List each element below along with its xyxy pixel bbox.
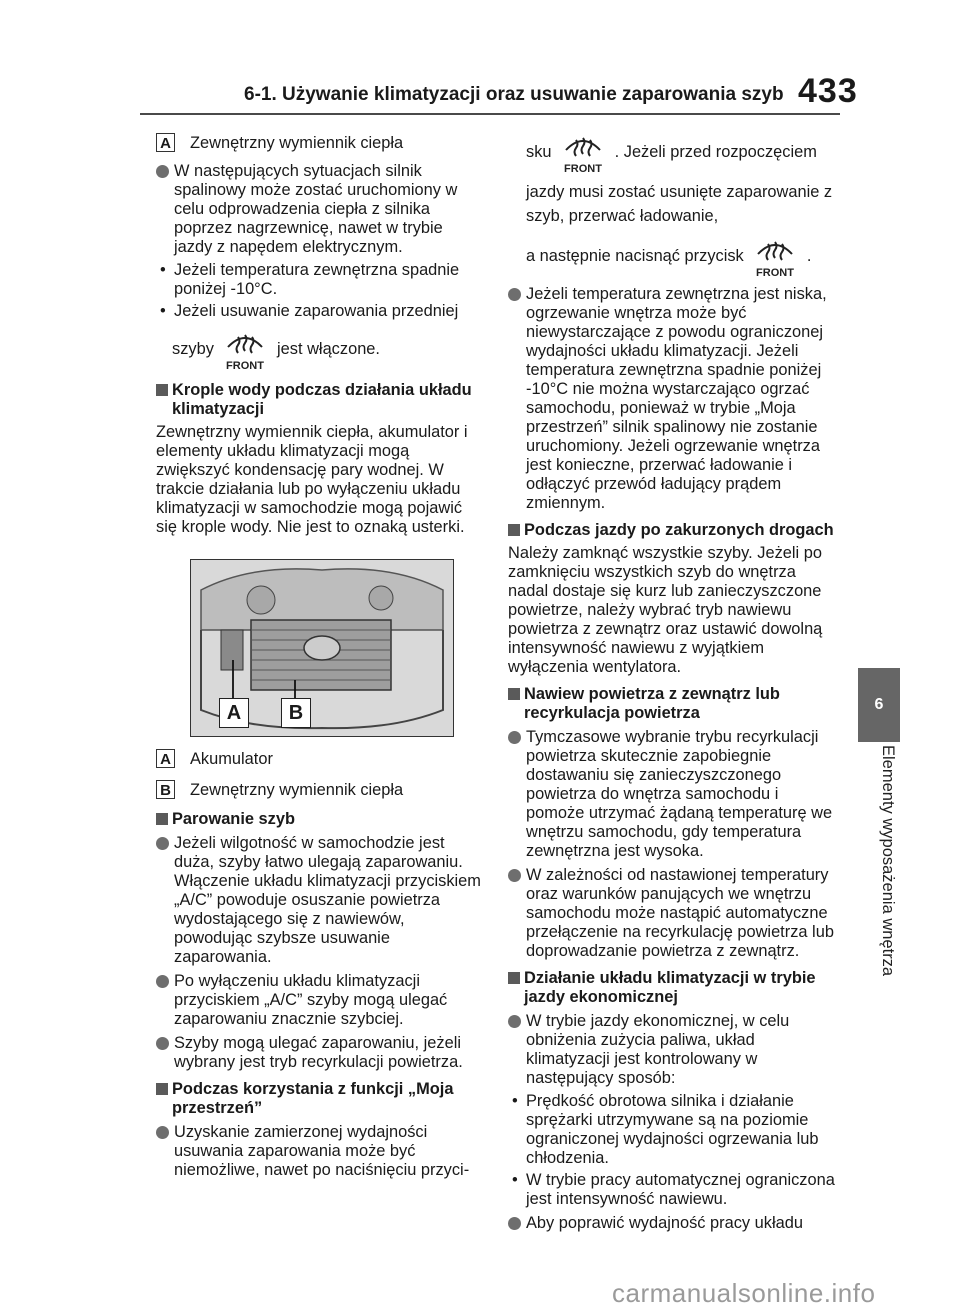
svg-text:FRONT: FRONT	[756, 266, 795, 279]
sub-bullet-icon: •	[160, 261, 166, 279]
bullet-text: Szyby mogą ulegać zaparowaniu, jeżeli wybrany jest tryb recyrkulacji powietrza.	[174, 1034, 463, 1071]
svg-text:FRONT: FRONT	[564, 162, 603, 175]
bullet-text: Po wyłączeniu układu klimatyzacji przyciskiem „A/C” szyby mogą ulegać zaparowaniu znacznie szybciej.	[174, 972, 448, 1028]
line-text: a następnie nacisnąć przycisk	[526, 247, 744, 265]
bullet-space-1	[156, 1123, 482, 1180]
bullet-text: W trybie jazdy ekonomicznej, w celu obniżenia zużycia paliwa, układ klimatyzacji jest kontrolowany w następujący sposób:	[526, 1012, 790, 1087]
label-box: A	[156, 749, 175, 768]
bullet-dot-icon	[156, 837, 169, 850]
defog-line	[172, 325, 482, 373]
section-heading: Podczas korzystania z funkcji „Moja przestrzeń”	[172, 1080, 454, 1117]
bullet-dot-icon	[156, 165, 169, 178]
page-number: 433	[798, 72, 858, 110]
front-defroster-icon	[562, 130, 604, 176]
label-b	[156, 778, 482, 802]
right-column	[508, 128, 838, 1237]
bullet-fog-1	[156, 834, 482, 967]
bullet-fog-2	[156, 972, 482, 1029]
label-text: Zewnętrzny wymiennik ciepła	[190, 781, 404, 799]
section-square-icon	[508, 688, 520, 700]
label-box: A	[156, 133, 175, 152]
line-text: . Jeżeli przed rozpoczęciem	[614, 143, 817, 161]
engine-bay-illustration	[190, 559, 454, 737]
bullet-text: W następujących sytuacjach silnik spalinowy może zostać uruchomiony w celu odprowadzenia ciepła z silnika poprzez nagrzewnicę, nawet w trybie jazdy z napędem elektrycznym.	[174, 162, 458, 256]
continue-line-3	[526, 232, 838, 280]
line-text: .	[806, 247, 812, 265]
chapter-tab[interactable]: 6	[858, 668, 900, 742]
section-square-icon	[156, 1083, 168, 1095]
bullet-dot-icon	[508, 869, 521, 882]
section-my-space	[156, 1080, 482, 1118]
sub-item-eco-2	[508, 1171, 838, 1209]
bullet-dot-icon	[508, 731, 521, 744]
front-defroster-icon	[224, 327, 266, 373]
bullet-text: Jeżeli wilgotność w samochodzie jest duża, szyby łatwo ulegają zaparowaniu. Włączenie układu klimatyzacji przyciskiem „A/C” powoduje osuszanie powietrza wydostającego się z nawiewów, powodując szybsze usuwanie zaparowania.	[174, 834, 481, 966]
section-heading: Krople wody podczas działania układu klimatyzacji	[172, 381, 472, 418]
front-defroster-icon	[754, 234, 796, 280]
bullet-recirc-1	[508, 728, 838, 861]
section-recirculation	[508, 685, 838, 723]
sub-bullet-icon: •	[160, 302, 166, 320]
section-heading: Nawiew powietrza z zewnątrz lub recyrkulacja powietrza	[524, 685, 780, 722]
page-header	[0, 0, 960, 125]
chapter-title: Elementy wyposażenia wnętrza	[879, 745, 897, 977]
bullet-text: Aby poprawić wydajność pracy układu	[526, 1214, 803, 1232]
sub-bullet-icon: •	[512, 1092, 518, 1110]
label-a-top	[156, 131, 482, 155]
line-text: szyby	[172, 340, 214, 358]
drops-paragraph: Zewnętrzny wymiennik ciepła, akumulator i elementy układu klimatyzacji mogą zwiększyć kondensację pary wodnej. W trakcie działania lub po wyłączeniu układu klimatyzacji w samochodzie mogą pojawić się krople wody. Nie jest to oznaką usterki.	[156, 423, 468, 536]
section-drops	[156, 381, 482, 419]
bullet-engine	[156, 162, 482, 257]
sub-item-text: Jeżeli usuwanie zaparowania przedniej	[174, 302, 459, 320]
bullet-dot-icon	[508, 288, 521, 301]
sub-item-text: Jeżeli temperatura zewnętrzna spadnie poniżej -10°C.	[174, 261, 460, 298]
bullet-text: W zależności od nastawionej temperatury oraz warunków panujących we wnętrzu samochodu może nastąpić automatyczne przełączenie na recyrkulację powietrza lub doprowadzanie powietrza z zewnątrz.	[526, 866, 834, 960]
label-box: B	[156, 780, 175, 799]
sub-item-text: Prędkość obrotowa silnika i działanie sprężarki utrzymywane są na poziomie ograniczonej wydajności ogrzewania lub chłodzenia.	[526, 1092, 819, 1167]
bullet-text: Uzyskanie zamierzonej wydajności usuwania zaparowania może być niemożliwe, nawet po naciśnięciu przyci-	[174, 1123, 470, 1179]
left-column	[156, 128, 482, 1184]
section-heading: Podczas jazdy po zakurzonych drogach	[524, 521, 834, 539]
label-text: Akumulator	[190, 750, 273, 768]
callout-b: B	[281, 698, 311, 728]
sub-item-eco-1	[508, 1092, 838, 1168]
section-heading: Parowanie szyb	[172, 810, 295, 828]
bullet-dot-icon	[508, 1015, 521, 1028]
header-rule	[140, 113, 840, 115]
bullet-fog-3	[156, 1034, 482, 1072]
sub-bullet-icon: •	[512, 1171, 518, 1189]
section-square-icon	[156, 813, 168, 825]
bullet-temp	[508, 285, 838, 513]
bullet-eco-1	[508, 1012, 838, 1088]
section-square-icon	[508, 524, 520, 536]
svg-text:FRONT: FRONT	[226, 359, 265, 372]
bullet-eco-2	[508, 1214, 838, 1233]
continue-line-1	[526, 128, 838, 176]
bullet-dot-icon	[508, 1217, 521, 1230]
bullet-dot-icon	[156, 1126, 169, 1139]
sub-item-temp	[156, 261, 482, 299]
watermark: carmanualsonline.info	[612, 1278, 876, 1308]
section-title: 6-1. Używanie klimatyzacji oraz usuwanie zaparowania szyb	[244, 84, 784, 105]
chapter-title-vertical	[879, 745, 901, 1015]
section-heading: Działanie układu klimatyzacji w trybie jazdy ekonomicznej	[524, 969, 816, 1006]
section-eco	[508, 969, 838, 1007]
bullet-text: Jeżeli temperatura zewnętrzna jest niska, ogrzewanie wnętrza może być niewystarczające z powodu ograniczonej wydajności układu klimatyzacji. Jeżeli temperatura zewnętrzna spadnie poniżej -10°C nie można wystarczająco ogrzać samochodu, ponieważ w trybie „Moja przestrzeń” silnik spalinowy nie zostanie uruchomiony. Jeżeli ogrzewanie wnętrza jest konieczne, przerwać ładowanie i odłączyć przewód ładujący prądem zmiennym.	[526, 285, 827, 512]
continue-line-2: jazdy musi zostać usunięte zaparowanie z szyb, przerwać ładowanie,	[526, 183, 833, 225]
bullet-recirc-2	[508, 866, 838, 961]
callout-a: A	[219, 698, 249, 728]
bullet-text: Tymczasowe wybranie trybu recyrkulacji powietrza skutecznie zapobiegnie dostawaniu się zanieczyszczonego powietrza do wnętrza samochodu i pomoże utrzymać żądaną temperaturę we wnętrzu samochodu, gdy temperatura zewnętrzna jest wysoka.	[526, 728, 833, 860]
line-text: jest włączone.	[277, 340, 380, 358]
line-text: sku	[526, 143, 552, 161]
section-square-icon	[508, 972, 520, 984]
section-square-icon	[156, 384, 168, 396]
label-a	[156, 747, 482, 771]
label-text: Zewnętrzny wymiennik ciepła	[190, 134, 404, 152]
bullet-dot-icon	[156, 975, 169, 988]
section-fog	[156, 810, 482, 829]
sub-item-defog	[156, 302, 482, 321]
sub-item-text: W trybie pracy automatycznej ograniczona jest intensywność nawiewu.	[526, 1171, 835, 1208]
dust-paragraph: Należy zamknąć wszystkie szyby. Jeżeli po zamknięciu wszystkich szyb do wnętrza nadal dostaje się kurz lub zanieczyszczone powietrze, należy wybrać tryb nawiewu powietrza z zewnątrz oraz ustawić dowolną intensywność nawiewu z wyjątkiem wyłączenia wentylatora.	[508, 544, 823, 676]
section-dust	[508, 521, 838, 540]
bullet-dot-icon	[156, 1037, 169, 1050]
